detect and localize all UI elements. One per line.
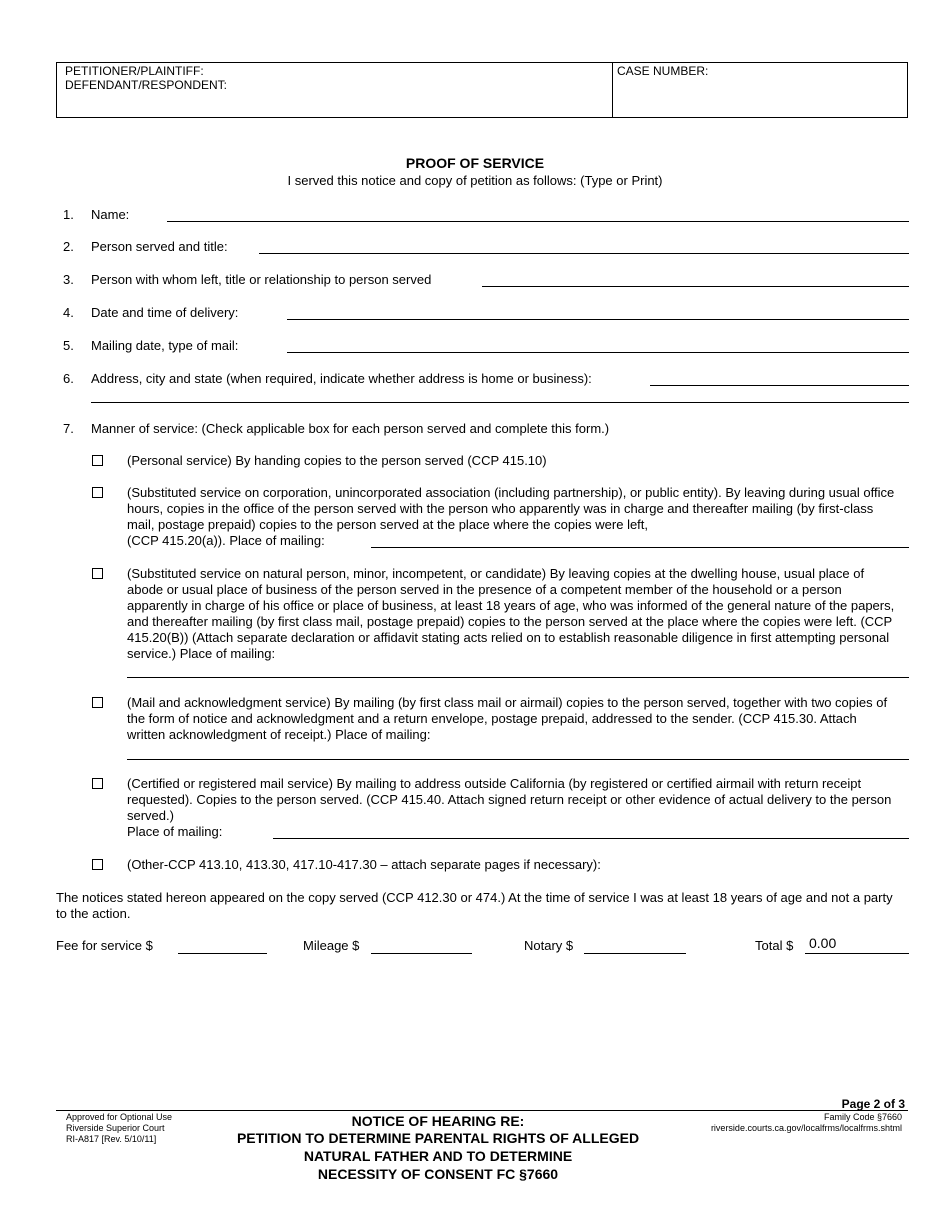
other-service-checkbox[interactable] xyxy=(92,859,103,870)
notary-label: Notary $ xyxy=(524,938,574,953)
substituted-natural-person-text: (Substituted service on natural person, minor, incompetent, or candidate) By leaving copies at the dwelling house, usual place of abode or usual place of business of the person served in the presence of a competent member of the household or a person apparently in charge of his office or place of business, at least 18 years of age, who was informed of the general nature of the papers, and thereafter mailing (by first class mail, postage prepaid) copies to the person served at the place where the copies were left. (CCP 415.20(B)) (Attach separate declaration or affidavit stating acts relied on to establish reasonable diligence in first attempting personal service.) Place of mailing: xyxy=(127,566,895,661)
name-field[interactable] xyxy=(167,221,909,222)
delivery-datetime-label: Date and time of delivery: xyxy=(91,305,239,320)
footer-rule xyxy=(56,1110,908,1111)
mail-acknowledgment-checkbox[interactable] xyxy=(92,697,103,708)
total-value[interactable]: 0.00 xyxy=(809,935,837,951)
substituted-corporation-mailing-field[interactable] xyxy=(371,547,909,548)
manner-of-service-label: Manner of service: (Check applicable box for each person served and complete this form.) xyxy=(91,421,610,436)
certified-mail-text: (Certified or registered mail service) By mailing to address outside California (by registered or certified airmail with return receipt requested). Copies to the person served. (CCP 415.40. Attach signed return receipt or other evidence of actual delivery to the person served.) xyxy=(127,776,892,823)
item-number: 7. xyxy=(63,421,74,436)
certified-mail-checkbox[interactable] xyxy=(92,778,103,789)
certified-mail-mailing-label: Place of mailing: xyxy=(127,824,223,839)
person-left-with-label: Person with whom left, title or relationship to person served xyxy=(91,272,432,287)
certified-mail-mailing-field[interactable] xyxy=(273,838,909,839)
person-left-with-field[interactable] xyxy=(482,286,909,287)
page-number: Page 2 of 3 xyxy=(841,1097,905,1111)
petitioner-label: PETITIONER/PLAINTIFF: xyxy=(65,64,204,78)
total-label: Total $ xyxy=(755,938,794,953)
page-title: PROOF OF SERVICE xyxy=(405,155,545,171)
person-served-field[interactable] xyxy=(259,253,909,254)
item-number: 2. xyxy=(63,239,74,254)
mail-acknowledgment-text: (Mail and acknowledgment service) By mailing (by first class mail or airmail) copies to the person served, together with two copies of the form of notice and acknowledgment and a return envelope, postage prepaid, addressed to the sender. (CCP 415.30. Attach written acknowledgment of receipt.) Place of mailing: xyxy=(127,695,888,742)
footer-title-line-1: NOTICE OF HEARING RE: xyxy=(351,1113,525,1129)
notice-statement: The notices stated hereon appeared on the copy served (CCP 412.30 or 474.) At the time of service I was at least 18 years of age and not a party to the action. xyxy=(56,890,893,921)
total-field[interactable] xyxy=(805,953,909,954)
footer-title-line-3: NATURAL FATHER AND TO DETERMINE xyxy=(303,1148,573,1164)
item-number: 5. xyxy=(63,338,74,353)
item-number: 6. xyxy=(63,371,74,386)
footer-title-line-4: NECESSITY OF CONSENT FC §7660 xyxy=(317,1166,559,1182)
mileage-label: Mileage $ xyxy=(303,938,360,953)
fee-for-service-label: Fee for service $ xyxy=(56,938,153,953)
personal-service-checkbox[interactable] xyxy=(92,455,103,466)
caption-divider xyxy=(612,63,613,117)
court-url[interactable]: riverside.courts.ca.gov/localfrms/localfrms.shtml xyxy=(710,1123,902,1133)
address-field-line-2[interactable] xyxy=(91,402,909,403)
personal-service-text: (Personal service) By handing copies to the person served (CCP 415.10) xyxy=(127,453,547,468)
mailing-date-field[interactable] xyxy=(287,352,909,353)
item-number: 4. xyxy=(63,305,74,320)
substituted-corporation-checkbox[interactable] xyxy=(92,487,103,498)
address-label: Address, city and state (when required, indicate whether address is home or business): xyxy=(91,371,592,386)
form-id: RI-A817 [Rev. 5/10/11] xyxy=(66,1134,157,1144)
item-number: 1. xyxy=(63,207,74,222)
substituted-natural-person-checkbox[interactable] xyxy=(92,568,103,579)
name-label: Name: xyxy=(91,207,130,222)
substituted-corporation-mailing-label: (CCP 415.20(a)). Place of mailing: xyxy=(127,533,325,548)
family-code-text: Family Code §7660 xyxy=(823,1112,902,1122)
footer-title-line-2: PETITION TO DETERMINE PARENTAL RIGHTS OF ALLEGED xyxy=(236,1130,640,1146)
fee-for-service-field[interactable] xyxy=(178,953,267,954)
defendant-label: DEFENDANT/RESPONDENT: xyxy=(65,78,228,92)
mileage-field[interactable] xyxy=(371,953,472,954)
other-service-text: (Other-CCP 413.10, 413.30, 417.10-417.30 – attach separate pages if necessary): xyxy=(127,857,601,872)
substituted-corporation-text: (Substituted service on corporation, unincorporated association (including partnership), or public entity). By leaving during usual office hours, copies in the office of the person served with the person who apparently was in charge and thereafter mailing (by first-class mail, postage prepaid) copies to the person served at the place where the copies were left, xyxy=(127,485,895,532)
case-number-label: CASE NUMBER: xyxy=(617,64,709,78)
person-served-label: Person served and title: xyxy=(91,239,228,254)
mailing-date-label: Mailing date, type of mail: xyxy=(91,338,239,353)
approved-text: Approved for Optional Use xyxy=(66,1112,173,1122)
mail-acknowledgment-mailing-field[interactable] xyxy=(127,759,909,760)
notary-field[interactable] xyxy=(584,953,686,954)
caption-box xyxy=(56,62,908,118)
delivery-datetime-field[interactable] xyxy=(287,319,909,320)
page-subtitle: I served this notice and copy of petition as follows: (Type or Print) xyxy=(287,173,663,188)
address-field[interactable] xyxy=(650,385,909,386)
substituted-natural-person-mailing-field[interactable] xyxy=(127,677,909,678)
court-text: Riverside Superior Court xyxy=(66,1123,165,1133)
item-number: 3. xyxy=(63,272,74,287)
